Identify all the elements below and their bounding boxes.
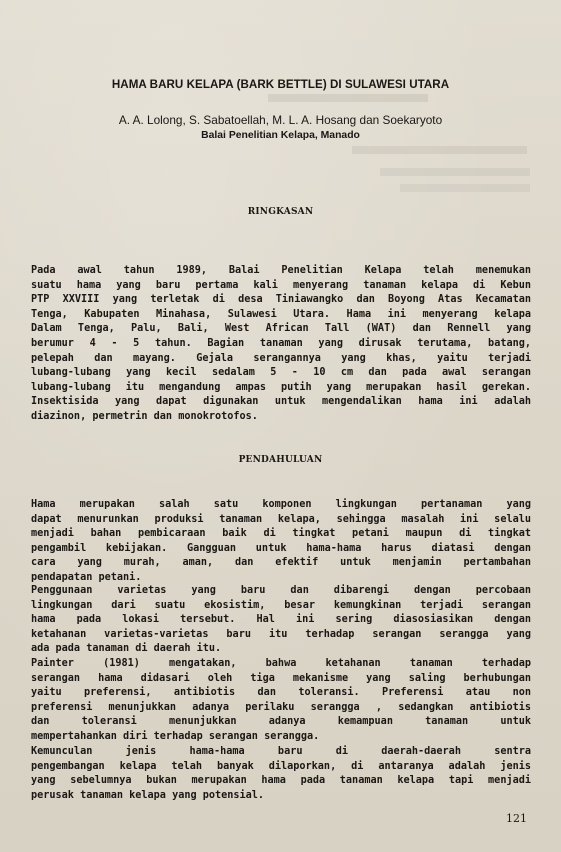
- section-heading-pendahuluan: PENDAHULUAN: [238, 455, 323, 465]
- text-line: pengambil kebijakan. Gangguan untuk hama-hama harus diatasi dengan: [31, 542, 531, 554]
- text-line: yang sebelumnya bukan merupakan hama pada tanaman kelapa tapi menjadi: [31, 775, 531, 787]
- text-line: hama pada lokasi tersebut. Hal ini sering diasosiasikan dengan: [31, 614, 531, 626]
- text-line: Kemunculan jenis hama-hama baru di daerah-daerah sentra: [31, 746, 531, 757]
- paper-title: HAMA BARU KELAPA (BARK BETTLE) DI SULAWESI UTARA: [111, 78, 450, 91]
- body-paragraph: [31, 745, 531, 803]
- section-heading-ringkasan: RINGKASAN: [247, 207, 314, 217]
- text-line: suatu hama yang baru pertama kali menyerang tanaman kelapa di Kebun: [31, 279, 531, 291]
- bleed-through-mark: [380, 168, 530, 176]
- text-line: lubang-lubang yang kecil sedalam 5 - 10 cm dan pada awal serangan: [31, 367, 531, 379]
- text-line: pengembangan kelapa telah banyak dilaporkan, di antaranya adalah jenis: [31, 760, 531, 772]
- text-line: Penggunaan varietas yang baru dan dibarengi dengan percobaan: [31, 585, 531, 596]
- text-line: Pada awal tahun 1989, Balai Penelitian Kelapa telah menemukan: [31, 265, 531, 276]
- text-line: yaitu preferensi, antibiotis dan toleransi. Preferensi atau non: [31, 687, 531, 699]
- text-line: Painter (1981) mengatakan, bahwa ketahanan tanaman terhadap: [31, 658, 531, 669]
- text-line: pelepah dan mayang. Gejala serangannya yang khas, yaitu terjadi: [31, 352, 531, 364]
- text-line: mempertahankan diri terhadap serangan serangga.: [31, 730, 320, 742]
- text-line: Tenga, Kabupaten Minahasa, Sulawesi Utara. Hama ini menyerang kelapa: [31, 308, 531, 320]
- text-line: menjadi bahan pembicaraan baik di tingkat petani maupun di tingkat: [31, 528, 531, 540]
- text-line: diazinon, permetrin dan monokrotofos.: [31, 410, 258, 422]
- author-list: A. A. Lolong, S. Sabatoellah, M. L. A. Hosang dan Soekaryoto: [118, 113, 443, 127]
- body-paragraph: [31, 584, 531, 657]
- body-paragraph: [31, 498, 531, 586]
- text-line: perusak tanaman kelapa yang potensial.: [31, 789, 265, 801]
- text-line: berumur 4 - 5 tahun. Bagian tanaman yang dirusak terutama, batang,: [31, 337, 531, 349]
- body-paragraph: [31, 657, 531, 745]
- text-line: ada pada tanaman di daerah itu.: [31, 643, 222, 655]
- text-line: Dalam Tenga, Palu, Bali, West African Tall (WAT) dan Rennell yang: [31, 323, 531, 335]
- text-line: PTP XXVIII yang terletak di desa Tiniawangko dan Boyong Atas Kecamatan: [31, 294, 531, 306]
- author-affiliation: Balai Penelitian Kelapa, Manado: [201, 130, 360, 141]
- bleed-through-mark: [268, 94, 428, 102]
- text-line: Insektisida yang dapat digunakan untuk mengendalikan hama ini adalah: [31, 396, 531, 408]
- text-line: serangan hama didasari oleh tiga mekanisme yang saling berhubungan: [31, 672, 531, 684]
- text-line: ketahanan varietas-varietas baru itu terhadap serangan serangga yang: [31, 628, 531, 640]
- text-line: dapat menurunkan produksi tanaman kelapa, sehingga masalah ini selalu: [31, 513, 531, 525]
- text-line: dan toleransi menunjukkan adanya kemampuan tanaman untuk: [31, 716, 531, 728]
- text-line: lingkungan dari suatu ekosistim, besar kemungkinan terjadi serangan: [31, 599, 531, 611]
- bleed-through-mark: [400, 184, 530, 192]
- text-line: cara yang murah, aman, dan efektif untuk menjamin pertambahan: [31, 557, 531, 569]
- bleed-through-mark: [352, 146, 527, 154]
- text-line: lubang-lubang itu mengandung ampas putih yang merupakan hasil gerekan.: [31, 381, 531, 393]
- abstract-paragraph: [31, 264, 531, 425]
- text-line: pendapatan petani.: [31, 571, 142, 583]
- text-line: Hama merupakan salah satu komponen lingkungan pertanaman yang: [31, 499, 531, 510]
- page-number: 121: [506, 812, 527, 825]
- text-line: preferensi menunjukkan adanya perilaku serangga , sedangkan antibiotis: [31, 701, 531, 713]
